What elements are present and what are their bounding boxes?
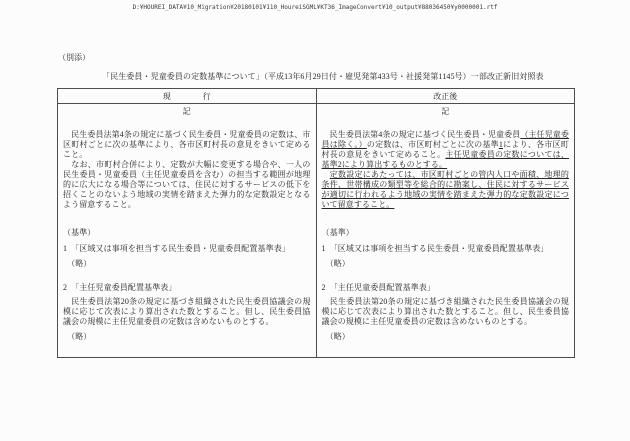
table-header-row — [58, 89, 575, 104]
kijun-label: （基準） — [321, 228, 354, 237]
document-title: 「民生委員・児童委員の定数基準について」（平成13年6月29日付・雇児発第433号・社援発第1145号）一部改正新旧対照表 — [102, 72, 544, 81]
revised-column-body — [316, 104, 575, 358]
column-header-current: 現 行 — [58, 89, 317, 104]
ki-heading: 記 — [441, 107, 450, 116]
current-column-body — [58, 104, 317, 358]
item-1: 1 「区域又は事項を担当する民生委員・児童委員配置基準表」 — [63, 244, 290, 253]
item-2-ryaku: （略） — [321, 332, 350, 341]
item-1-ryaku: （略） — [321, 259, 350, 268]
para-teisu-settei: 定数設定にあたっては、市区町村ごとの管内人口や面積、地理的条件、世帯構成の類型等を総合的に勘案し、住民に対するサービスが適切に行われるよう地域の実情を踏まえた弾力的な定数設定について留意すること。 — [321, 170, 569, 209]
item-1-ryaku: （略） — [63, 259, 92, 268]
window-title-file-path: D:¥HOUREI_DATA¥10_Migration¥20180101¥110_HoureiSGML¥KT36_ImageConvert¥10_output¥88036450¥y0000001.rtf — [132, 4, 498, 11]
item-2: 2 「主任児童委員配置基準表」 — [321, 283, 435, 292]
para-article20: 民生委員法第20条の規定に基づき組織された民生委員協議会の規模に応じて次表により算出された数とすること。但し、民生委員協議会の規模に主任児童委員の定数は含めないものとする。 — [63, 297, 311, 326]
para-article4: 民生委員法第4条の規定に基づく民生委員・児童委員（主任児童委員は除く。）の定数は、市区町村ごとに次の基準1により、各市区町村長の意見をきいて定めること。主任児童委員の定数については、基準2により算出するものとする。 — [321, 130, 570, 169]
attachment-label: （別添） — [58, 53, 90, 62]
para-article20: 民生委員法第20条の規定に基づき組織された民生委員協議会の規模に応じて次表により算出された数とすること。但し、民生委員協議会の規模に主任児童委員の定数は含めないものとする。 — [321, 297, 569, 326]
item-1: 1 「区域又は事項を担当する民生委員・児童委員配置基準表」 — [321, 244, 549, 253]
kijun-label: （基準） — [63, 228, 96, 237]
item-2-ryaku: （略） — [63, 332, 92, 341]
comparison-table — [57, 88, 575, 358]
para-article4: 民生委員法第4条の規定に基づく民生委員・児童委員の定数は、市区町村ごとに次の基準により、各市区町村長の意見をきいて定めること。 — [63, 130, 311, 159]
column-header-revised: 改正後 — [316, 89, 575, 104]
table-body-row — [58, 104, 575, 358]
ki-heading: 記 — [182, 107, 191, 116]
item-2: 2 「主任児童委員配置基準表」 — [63, 283, 177, 292]
para-merger-note: なお、市町村合併により、定数が大幅に変更する場合や、一人の民生委員・児童委員（主任児童委員を含む）の担当する範囲が地理的に広大になる場合等については、住民に対するサービスの低下を招くことのないよう地域の実情を踏まえた弾力的な定数設定となるよう留意すること。 — [63, 160, 311, 209]
